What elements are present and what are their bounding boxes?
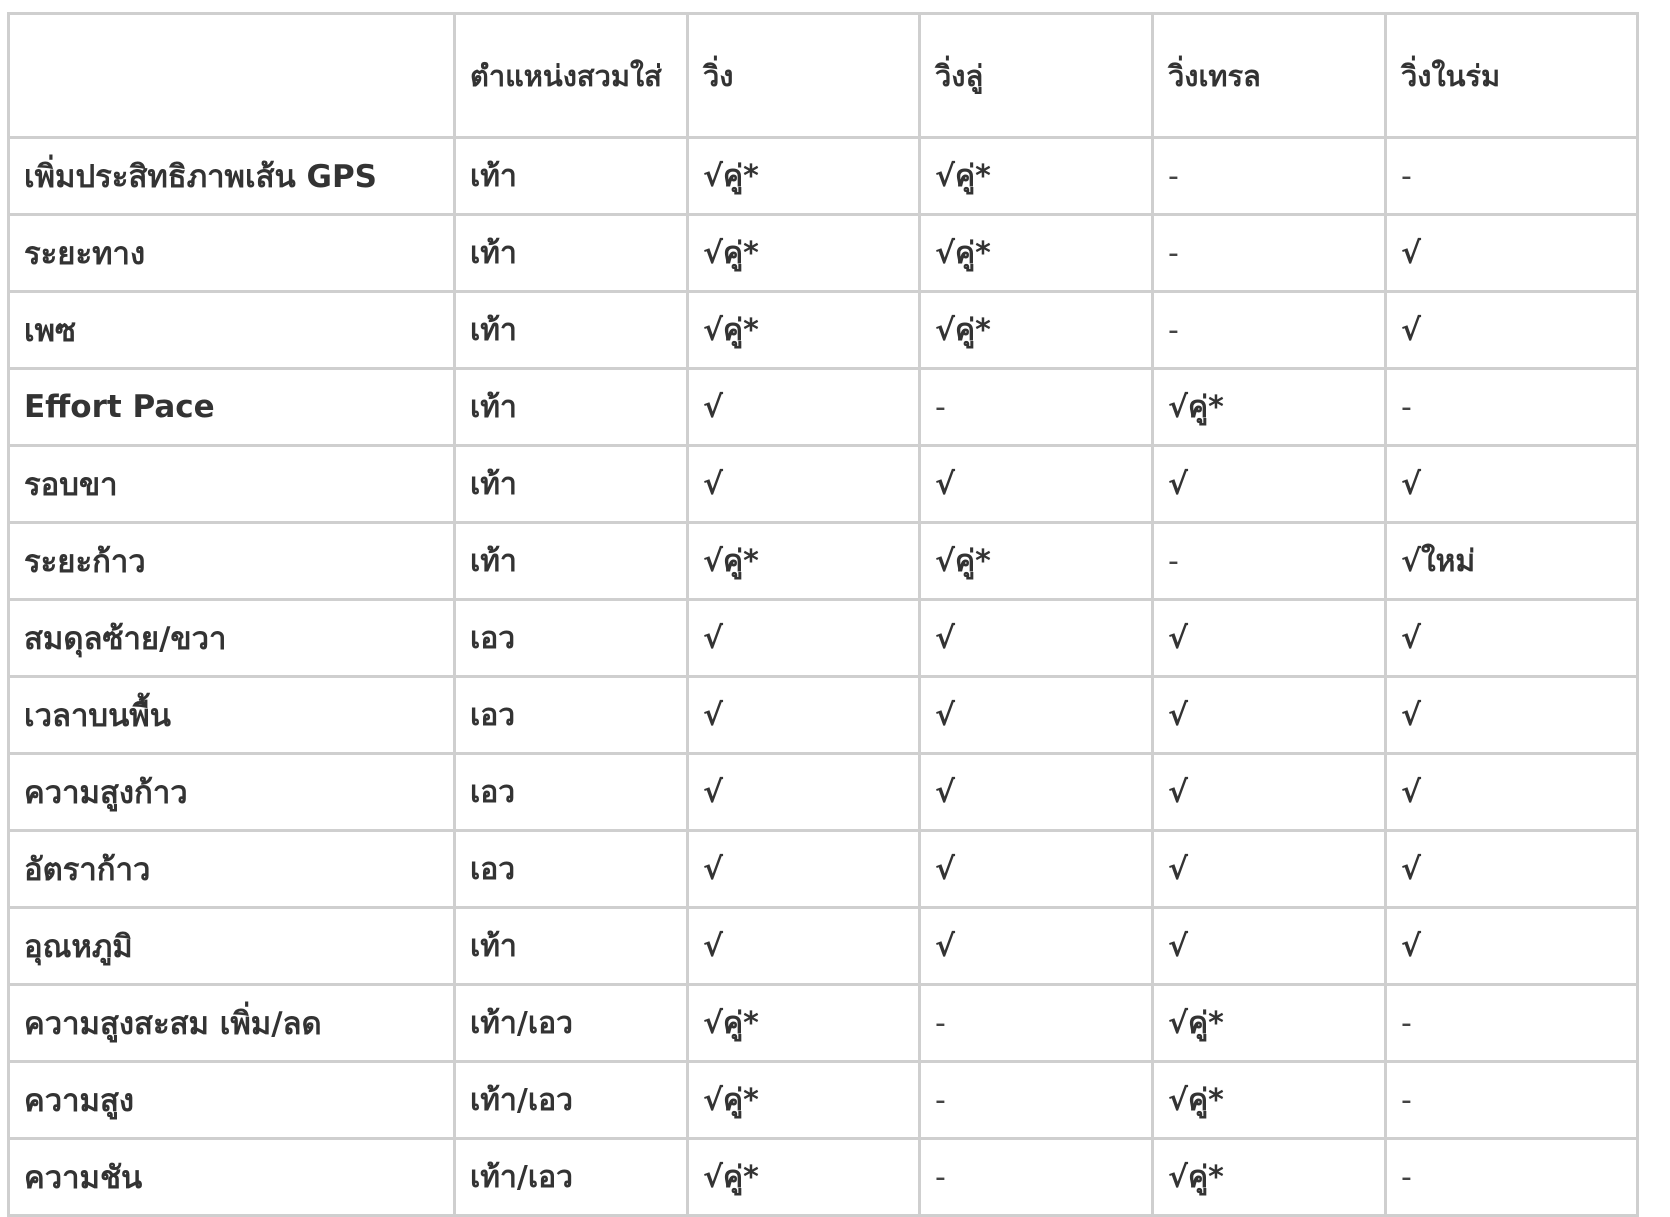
cell-wear-position: เอว	[455, 754, 688, 831]
cell-feature: ความสูงสะสม เพิ่ม/ลด	[9, 985, 455, 1062]
cell-treadmill: √	[920, 600, 1153, 677]
cell-trail-run: -	[1153, 138, 1386, 215]
cell-trail-run: √	[1153, 677, 1386, 754]
cell-trail-run: √	[1153, 831, 1386, 908]
cell-wear-position: เท้า	[455, 138, 688, 215]
comparison-table-container	[7, 12, 1639, 1217]
table-row	[9, 1139, 1638, 1216]
cell-trail-run: √	[1153, 908, 1386, 985]
cell-treadmill: -	[920, 1139, 1153, 1216]
header-indoor-run: วิ่งในร่ม	[1386, 14, 1638, 138]
cell-indoor-run: -	[1386, 138, 1638, 215]
table-row	[9, 831, 1638, 908]
cell-treadmill: √คู่*	[920, 292, 1153, 369]
header-row	[9, 14, 1638, 138]
header-feature	[9, 14, 455, 138]
cell-run: √	[688, 600, 920, 677]
cell-feature: อัตราก้าว	[9, 831, 455, 908]
cell-indoor-run: -	[1386, 369, 1638, 446]
cell-run: √	[688, 677, 920, 754]
table-row	[9, 1062, 1638, 1139]
cell-treadmill: √	[920, 677, 1153, 754]
cell-feature: Effort Pace	[9, 369, 455, 446]
cell-indoor-run: √	[1386, 600, 1638, 677]
cell-wear-position: เท้า/เอว	[455, 985, 688, 1062]
cell-treadmill: √	[920, 908, 1153, 985]
cell-treadmill: -	[920, 1062, 1153, 1139]
sensor-metrics-table	[7, 12, 1639, 1217]
cell-run: √คู่*	[688, 138, 920, 215]
cell-run: √คู่*	[688, 1062, 920, 1139]
cell-treadmill: √	[920, 831, 1153, 908]
cell-trail-run: √	[1153, 446, 1386, 523]
cell-run: √คู่*	[688, 215, 920, 292]
table-row	[9, 600, 1638, 677]
table-row	[9, 446, 1638, 523]
cell-wear-position: เท้า	[455, 908, 688, 985]
table-row	[9, 523, 1638, 600]
cell-run: √	[688, 908, 920, 985]
cell-trail-run: √คู่*	[1153, 1139, 1386, 1216]
cell-run: √	[688, 369, 920, 446]
header-run: วิ่ง	[688, 14, 920, 138]
table-row	[9, 292, 1638, 369]
cell-feature: ความสูงก้าว	[9, 754, 455, 831]
cell-feature: ระยะก้าว	[9, 523, 455, 600]
cell-run: √	[688, 831, 920, 908]
cell-wear-position: เอว	[455, 600, 688, 677]
cell-wear-position: เท้า/เอว	[455, 1062, 688, 1139]
cell-treadmill: √คู่*	[920, 523, 1153, 600]
cell-indoor-run: √	[1386, 677, 1638, 754]
cell-indoor-run: -	[1386, 1062, 1638, 1139]
cell-indoor-run: √	[1386, 908, 1638, 985]
table-row	[9, 138, 1638, 215]
cell-feature: เวลาบนพื้น	[9, 677, 455, 754]
table-row	[9, 754, 1638, 831]
cell-treadmill: -	[920, 369, 1153, 446]
cell-indoor-run: -	[1386, 1139, 1638, 1216]
cell-run: √คู่*	[688, 985, 920, 1062]
header-wear-position: ตำแหน่งสวมใส่	[455, 14, 688, 138]
cell-feature: ระยะทาง	[9, 215, 455, 292]
cell-run: √	[688, 754, 920, 831]
table-body	[9, 138, 1638, 1216]
cell-trail-run: √	[1153, 600, 1386, 677]
cell-wear-position: เอว	[455, 831, 688, 908]
cell-treadmill: √	[920, 446, 1153, 523]
cell-feature: ความชัน	[9, 1139, 455, 1216]
cell-feature: อุณหภูมิ	[9, 908, 455, 985]
header-trail-run: วิ่งเทรล	[1153, 14, 1386, 138]
cell-treadmill: √คู่*	[920, 138, 1153, 215]
cell-indoor-run: -	[1386, 985, 1638, 1062]
cell-indoor-run: √	[1386, 831, 1638, 908]
cell-feature: เพิ่มประสิทธิภาพเส้น GPS	[9, 138, 455, 215]
table-row	[9, 985, 1638, 1062]
cell-treadmill: √คู่*	[920, 215, 1153, 292]
cell-wear-position: เท้า	[455, 523, 688, 600]
cell-wear-position: เท้า	[455, 215, 688, 292]
cell-indoor-run: √	[1386, 215, 1638, 292]
cell-treadmill: √	[920, 754, 1153, 831]
cell-wear-position: เท้า	[455, 292, 688, 369]
cell-indoor-run: √ใหม่	[1386, 523, 1638, 600]
table-row	[9, 908, 1638, 985]
cell-trail-run: -	[1153, 523, 1386, 600]
cell-feature: สมดุลซ้าย/ขวา	[9, 600, 455, 677]
cell-wear-position: เท้า/เอว	[455, 1139, 688, 1216]
cell-indoor-run: √	[1386, 754, 1638, 831]
cell-run: √คู่*	[688, 292, 920, 369]
cell-run: √	[688, 446, 920, 523]
cell-feature: เพซ	[9, 292, 455, 369]
cell-trail-run: √คู่*	[1153, 1062, 1386, 1139]
cell-wear-position: เท้า	[455, 446, 688, 523]
cell-trail-run: √คู่*	[1153, 985, 1386, 1062]
cell-indoor-run: √	[1386, 292, 1638, 369]
cell-indoor-run: √	[1386, 446, 1638, 523]
cell-run: √คู่*	[688, 523, 920, 600]
table-header	[9, 14, 1638, 138]
cell-feature: ความสูง	[9, 1062, 455, 1139]
header-treadmill: วิ่งลู่	[920, 14, 1153, 138]
cell-trail-run: √คู่*	[1153, 369, 1386, 446]
cell-trail-run: √	[1153, 754, 1386, 831]
cell-wear-position: เท้า	[455, 369, 688, 446]
cell-trail-run: -	[1153, 292, 1386, 369]
table-row	[9, 369, 1638, 446]
cell-run: √คู่*	[688, 1139, 920, 1216]
table-row	[9, 215, 1638, 292]
cell-wear-position: เอว	[455, 677, 688, 754]
cell-feature: รอบขา	[9, 446, 455, 523]
cell-trail-run: -	[1153, 215, 1386, 292]
table-row	[9, 677, 1638, 754]
cell-treadmill: -	[920, 985, 1153, 1062]
